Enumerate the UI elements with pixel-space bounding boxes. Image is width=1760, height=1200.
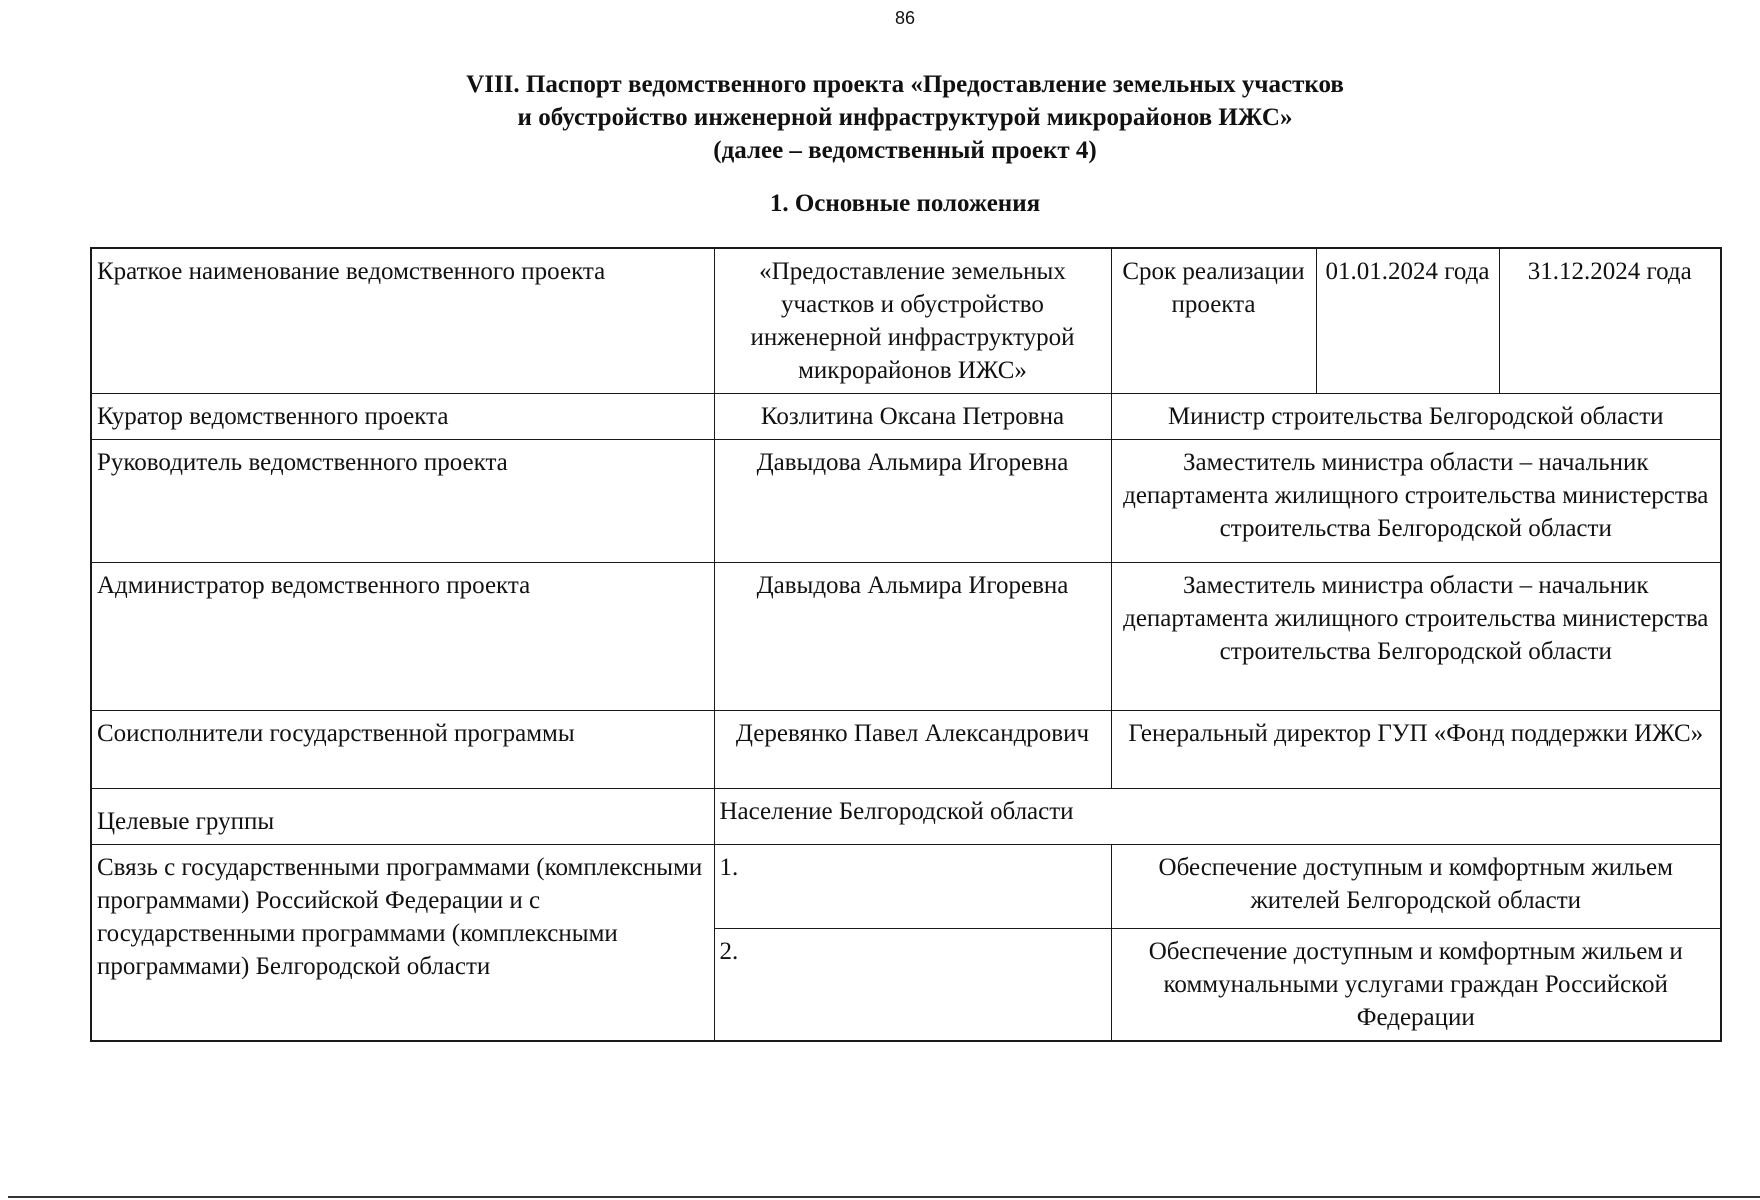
period-end: 31.12.2024 года (1499, 248, 1721, 394)
table-row (91, 789, 1721, 845)
page-number: 86 (894, 8, 916, 28)
document-title (0, 68, 1760, 167)
program-item-number: 1. (714, 845, 1111, 929)
table-row (91, 845, 1721, 929)
title-line-2: и обустройство инженерной инфраструктурой микрорайонов ИЖС» (517, 104, 1293, 131)
project-short-name: «Предоставление земельных участков и обустройство инженерной инфраструктурой микрорайонов ИЖС» (714, 248, 1111, 394)
table-row (91, 248, 1721, 394)
program-item-number: 2. (714, 929, 1111, 1042)
coexecutor-name: Деревянко Павел Александрович (714, 711, 1111, 789)
title-line-1: VIII. Паспорт ведомственного проекта «Предоставление земельных участков (466, 71, 1344, 98)
table-row (91, 440, 1721, 563)
period-label: Срок реализации проекта (1111, 248, 1316, 394)
passport-table (90, 247, 1722, 1042)
program-item-text: Обеспечение доступным и комфортным жильем и коммунальными услугами граждан Российской Федерации (1111, 929, 1721, 1042)
target-groups-value: Население Белгородской области (714, 789, 1721, 845)
row-label-administrator: Администратор ведомственного проекта (91, 563, 714, 711)
row-label-target-groups: Целевые группы (91, 789, 714, 845)
row-label-coexecutors: Соисполнители государственной программы (91, 711, 714, 789)
curator-position: Министр строительства Белгородской области (1111, 394, 1721, 440)
head-position: Заместитель министра области – начальник департамента жилищного строительства министерства строительства Белгородской области (1111, 440, 1721, 563)
row-label-head: Руководитель ведомственного проекта (91, 440, 714, 563)
table-row (91, 394, 1721, 440)
coexecutor-position: Генеральный директор ГУП «Фонд поддержки ИЖС» (1111, 711, 1721, 789)
table-row (91, 711, 1721, 789)
bottom-divider (8, 1196, 1760, 1198)
row-label-short-name: Краткое наименование ведомственного проекта (91, 248, 714, 394)
administrator-position: Заместитель министра области – начальник департамента жилищного строительства министерства строительства Белгородской области (1111, 563, 1721, 711)
row-label-programs-link: Связь с государственными программами (комплексными программами) Российской Федерации и с государственными программами (комплексными программами) Белгородской области (91, 845, 714, 1042)
program-item-text: Обеспечение доступным и комфортным жильем жителей Белгородской области (1111, 845, 1721, 929)
title-line-3: (далее – ведомственный проект 4) (713, 137, 1097, 164)
row-label-curator: Куратор ведомственного проекта (91, 394, 714, 440)
curator-name: Козлитина Оксана Петровна (714, 394, 1111, 440)
table-row (91, 563, 1721, 711)
period-start: 01.01.2024 года (1316, 248, 1499, 394)
section-title: 1. Основные положения (769, 190, 1041, 217)
administrator-name: Давыдова Альмира Игоревна (714, 563, 1111, 711)
head-name: Давыдова Альмира Игоревна (714, 440, 1111, 563)
